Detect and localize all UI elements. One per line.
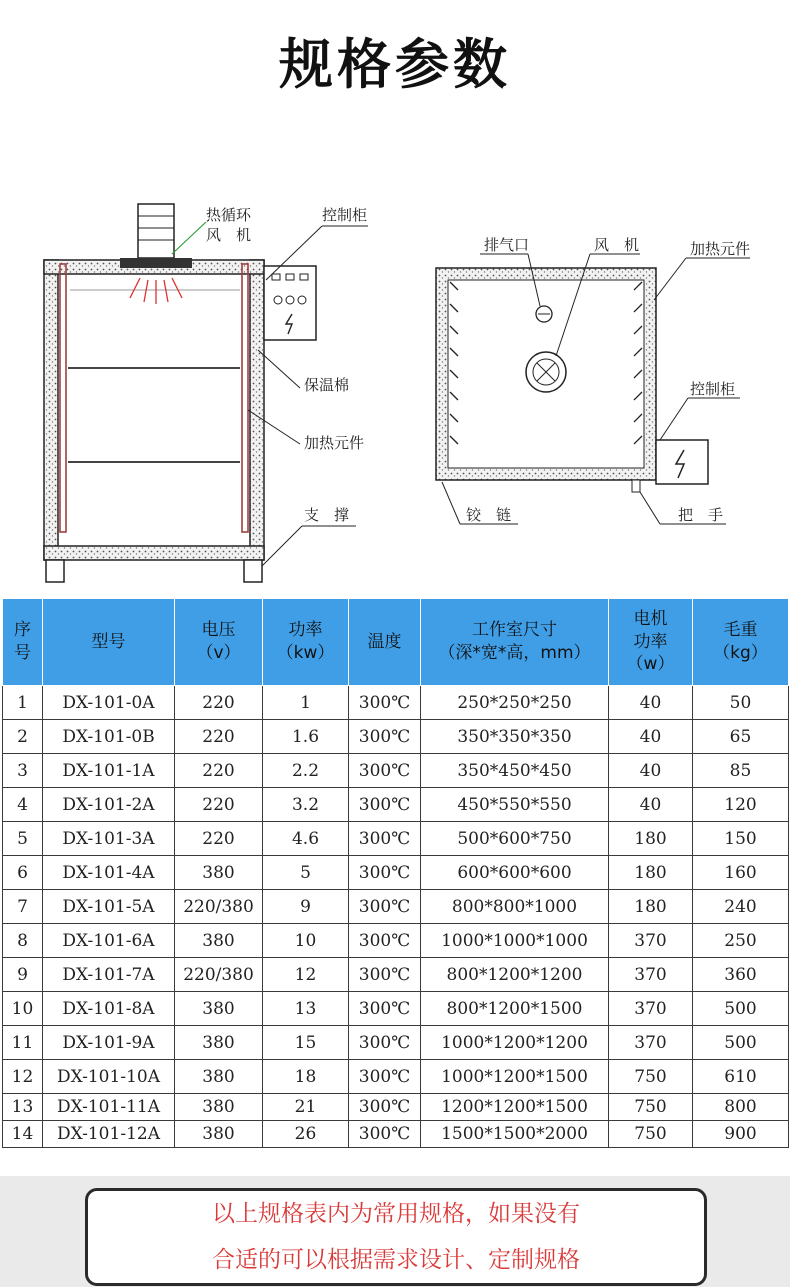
label-support: 支 撑 [304,506,350,524]
cell: 1000*1000*1000 [421,924,609,958]
cell: 1 [3,686,43,720]
label-control-cabinet-left: 控制柜 [322,206,368,224]
cell: 380 [175,992,263,1026]
label-fan-line1: 热循环 [206,206,252,224]
cell: 10 [3,992,43,1026]
cell: 300℃ [349,1060,421,1094]
header-power: 功率 （kw） [263,599,349,686]
cell: 800*1200*1500 [421,992,609,1026]
cell: 180 [609,822,693,856]
cell: DX-101-4A [43,856,175,890]
cell: 11 [3,1026,43,1060]
cell: 220/380 [175,958,263,992]
cell: 40 [609,788,693,822]
cell: 7 [3,890,43,924]
cell: DX-101-10A [43,1060,175,1094]
note-line-2: 合适的可以根据需求设计、定制规格 [212,1247,580,1273]
table-header-row [3,599,789,686]
heater-left [60,264,66,532]
cell: 4 [3,788,43,822]
cell: DX-101-0A [43,686,175,720]
cell: 370 [609,1026,693,1060]
cell: 370 [609,992,693,1026]
cell: 800*800*1000 [421,890,609,924]
cell: 380 [175,1026,263,1060]
table-row [3,788,789,822]
header-chamber-size: 工作室尺寸 （深*宽*高，mm） [421,599,609,686]
cell: 300℃ [349,958,421,992]
cell: 750 [609,1060,693,1094]
fan-motor [138,204,174,258]
cell: 220 [175,754,263,788]
cell: DX-101-11A [43,1094,175,1121]
insulation-wall-right [250,260,264,560]
cell: 1500*1500*2000 [421,1121,609,1148]
label-handle: 把 手 [678,506,724,524]
header-motor-power: 电机 功率 （w） [609,599,693,686]
cell: 250 [693,924,789,958]
cell: 12 [263,958,349,992]
handle [632,480,640,492]
cell: 220 [175,822,263,856]
cell: 4.6 [263,822,349,856]
cell: 14 [3,1121,43,1148]
cell: 800 [693,1094,789,1121]
cell: 500*600*750 [421,822,609,856]
table-row [3,1060,789,1094]
label-control-cabinet-right: 控制柜 [690,380,736,398]
cell: 1200*1200*1500 [421,1094,609,1121]
cell: 120 [693,788,789,822]
table-row [3,1094,789,1121]
cell: 500 [693,992,789,1026]
table-row [3,720,789,754]
cell: 3.2 [263,788,349,822]
cell: 350*450*450 [421,754,609,788]
table-row [3,754,789,788]
header-gross-weight: 毛重 （kg） [693,599,789,686]
cell: 350*350*350 [421,720,609,754]
cell: 220/380 [175,890,263,924]
cell: 180 [609,890,693,924]
cell: 300℃ [349,1026,421,1060]
cell: 1.6 [263,720,349,754]
cell: 380 [175,856,263,890]
cell: 380 [175,924,263,958]
cell: 300℃ [349,1121,421,1148]
table-row [3,1026,789,1060]
cell: 15 [263,1026,349,1060]
cell: 1 [263,686,349,720]
cell: 12 [3,1060,43,1094]
cell: 300℃ [349,754,421,788]
cell: 9 [3,958,43,992]
cell: 380 [175,1060,263,1094]
spec-table [2,598,789,1148]
cell: 610 [693,1060,789,1094]
cell: 750 [609,1121,693,1148]
cell: DX-101-8A [43,992,175,1026]
table-row [3,686,789,720]
label-exhaust: 排气口 [484,236,530,254]
cell: DX-101-12A [43,1121,175,1148]
cell: 370 [609,958,693,992]
cell: 40 [609,720,693,754]
cell: 1000*1200*1200 [421,1026,609,1060]
cell: 5 [3,822,43,856]
cell: 300℃ [349,1094,421,1121]
label-hinge: 铰 链 [466,506,512,524]
header-temperature: 温度 [349,599,421,686]
cell: 160 [693,856,789,890]
airflow-arrows [130,278,182,304]
cell: 250*250*250 [421,686,609,720]
table-row [3,890,789,924]
cell: 240 [693,890,789,924]
page-title: 规格参数 [279,33,511,96]
label-fan-line2: 风 机 [206,226,252,244]
cell: 65 [693,720,789,754]
cell: 3 [3,754,43,788]
cell: 1000*1200*1500 [421,1060,609,1094]
table-row [3,1121,789,1148]
cell: 300℃ [349,720,421,754]
cell: 5 [263,856,349,890]
cell: 800*1200*1200 [421,958,609,992]
cell: 900 [693,1121,789,1148]
cell: 300℃ [349,924,421,958]
cell: 8 [3,924,43,958]
cell: 600*600*600 [421,856,609,890]
insulation-wall-left [44,260,58,560]
leg-right [244,560,262,582]
leg-left [46,560,64,582]
cell: 300℃ [349,856,421,890]
cell: 300℃ [349,788,421,822]
table-row [3,992,789,1026]
cell: 150 [693,822,789,856]
cell: DX-101-7A [43,958,175,992]
cell: 220 [175,720,263,754]
cell: 750 [609,1094,693,1121]
cell: DX-101-1A [43,754,175,788]
cell: 500 [693,1026,789,1060]
insulation-wall-bottom [44,546,264,560]
oven-diagram [0,190,790,590]
label-heating-element-left: 加热元件 [304,434,365,452]
cell: 13 [263,992,349,1026]
cell: 10 [263,924,349,958]
cell: 26 [263,1121,349,1148]
label-heating-element-right: 加热元件 [690,240,751,258]
cell: 300℃ [349,686,421,720]
custom-spec-note [85,1188,707,1286]
cell: 18 [263,1060,349,1094]
cell: DX-101-0B [43,720,175,754]
cell: 300℃ [349,890,421,924]
cell: 40 [609,754,693,788]
cell: 180 [609,856,693,890]
cell: 380 [175,1121,263,1148]
cell: DX-101-9A [43,1026,175,1060]
header-model: 型号 [43,599,175,686]
header-voltage: 电压 （v） [175,599,263,686]
cell: 50 [693,686,789,720]
cell: DX-101-3A [43,822,175,856]
cell: DX-101-6A [43,924,175,958]
fan-leader [172,222,206,254]
cell: 21 [263,1094,349,1121]
cell: 85 [693,754,789,788]
table-row [3,924,789,958]
cell: 40 [609,686,693,720]
table-row [3,856,789,890]
cell: 360 [693,958,789,992]
cell: 2 [3,720,43,754]
label-fan-right: 风 机 [594,236,640,254]
control-cabinet-right [656,440,708,484]
heater-right [242,264,248,532]
cell: DX-101-5A [43,890,175,924]
cell: 380 [175,1094,263,1121]
cell: 2.2 [263,754,349,788]
cell: 300℃ [349,822,421,856]
note-line-1: 以上规格表内为常用规格，如果没有 [212,1201,580,1227]
cell: 6 [3,856,43,890]
cell: 220 [175,788,263,822]
cell: DX-101-2A [43,788,175,822]
cell: 220 [175,686,263,720]
cell: 370 [609,924,693,958]
cell: 450*550*550 [421,788,609,822]
header-index: 序 号 [3,599,43,686]
cell: 9 [263,890,349,924]
table-row [3,958,789,992]
cell: 13 [3,1094,43,1121]
table-row [3,822,789,856]
label-insulation: 保温棉 [304,376,350,394]
cell: 300℃ [349,992,421,1026]
